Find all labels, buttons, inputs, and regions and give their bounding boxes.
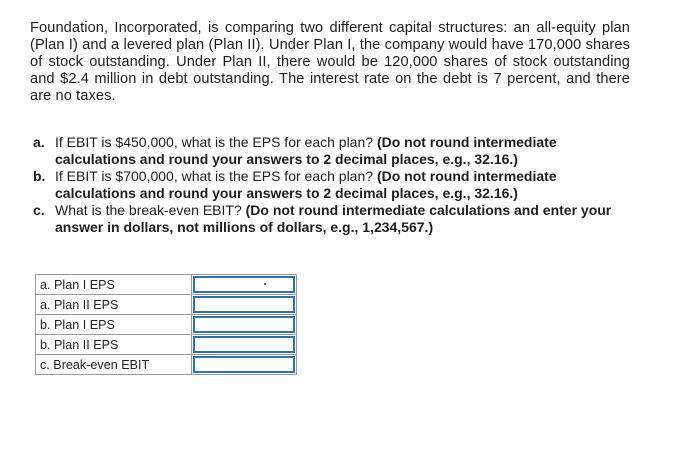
table-row <box>36 335 297 355</box>
answer-cell <box>192 355 297 375</box>
answer-cell <box>192 315 297 335</box>
question-instruction: (Do not round intermediate calculations and round your answers to 2 decimal places, e.g., 32.16.) <box>55 134 557 167</box>
breakeven-ebit-input[interactable] <box>193 356 295 373</box>
question-b <box>30 168 630 202</box>
question-text: If EBIT is $450,000, what is the EPS for each plan? <box>55 134 377 150</box>
row-label: c. Break-even EBIT <box>36 355 192 375</box>
question-instruction: (Do not round intermediate calculations and enter your answer in dollars, not millions of dollars, e.g., 1,234,567.) <box>55 202 612 235</box>
row-label: b. Plan I EPS <box>36 315 192 335</box>
row-label: a. Plan I EPS <box>36 275 192 295</box>
answer-cell <box>192 335 297 355</box>
plan2-eps-a-input[interactable] <box>193 296 295 313</box>
answer-cell <box>192 275 297 295</box>
question-text: If EBIT is $700,000, what is the EPS for each plan? <box>55 168 377 184</box>
answer-cell <box>192 295 297 315</box>
question-letter: c. <box>33 202 45 218</box>
row-label: b. Plan II EPS <box>36 335 192 355</box>
question-letter: b. <box>33 168 46 184</box>
answer-table <box>35 274 297 375</box>
question-instruction: (Do not round intermediate calculations and round your answers to 2 decimal places, e.g., 32.16.) <box>55 168 557 201</box>
table-row <box>36 295 297 315</box>
question-a <box>30 134 630 168</box>
plan1-eps-b-input[interactable] <box>193 316 295 333</box>
plan1-eps-a-input[interactable] <box>193 276 295 293</box>
table-row <box>36 275 297 295</box>
row-label: a. Plan II EPS <box>36 295 192 315</box>
table-row <box>36 315 297 335</box>
problem-statement: Foundation, Incorporated, is comparing two different capital structures: an all-equity plan (Plan I) and a levered plan (Plan II). Under Plan I, the company would have 170,000 shares of stock outstanding. Under Plan II, there would be 120,000 shares of stock outstanding and $2.4 million in debt outstanding. The interest rate on the debt is 7 percent, and there are no taxes. <box>30 20 630 104</box>
plan2-eps-b-input[interactable] <box>193 336 295 353</box>
question-letter: a. <box>33 134 45 150</box>
cursor-mark <box>264 283 266 285</box>
table-row <box>36 355 297 375</box>
question-list <box>30 134 630 236</box>
question-c <box>30 202 630 236</box>
question-text: What is the break-even EBIT? <box>55 202 246 218</box>
